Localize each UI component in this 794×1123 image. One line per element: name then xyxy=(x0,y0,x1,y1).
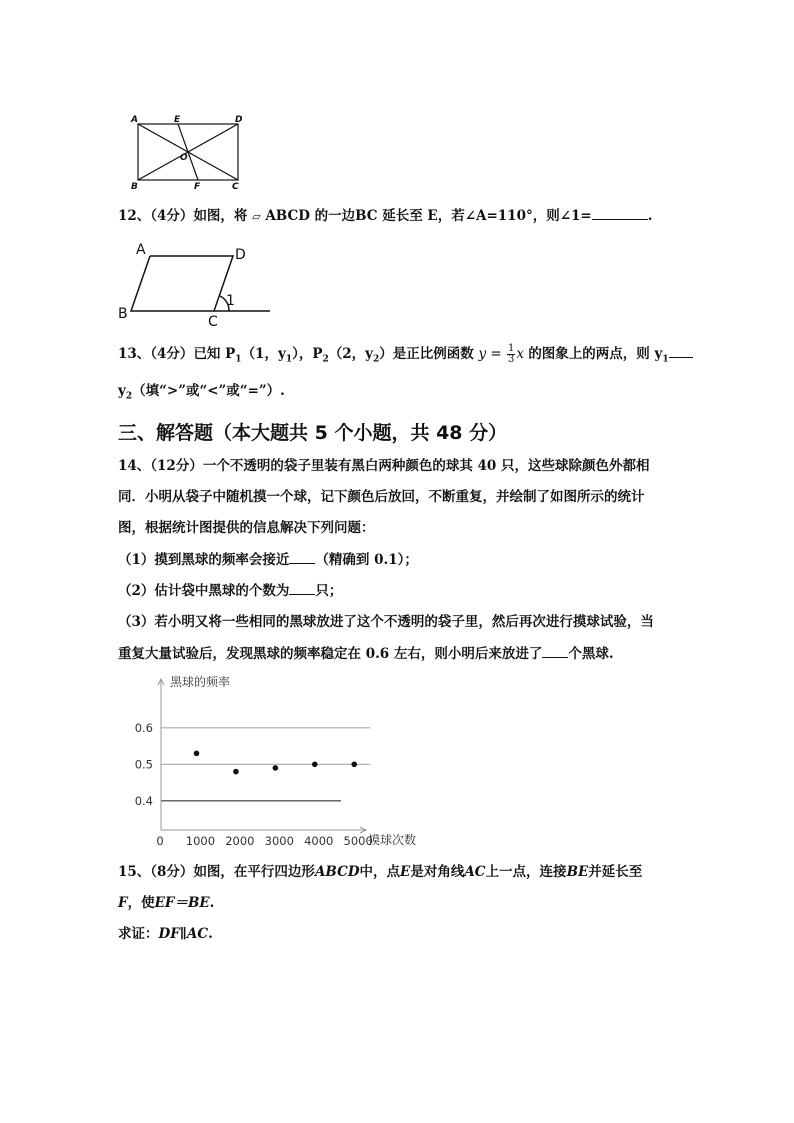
q13-line1: 13、（4分）已知 $P_1(1$，$y_1$），$P_2(2$，$y_2$）是正比例函数 y = $\frac{1}{3}$ x 的图象上的两点，则 $y_1$ xyxy=(118,344,693,370)
section-title: 三、解答题（本大题共 5 个小题，共 48 分） xyxy=(118,422,508,444)
q11-label-a: A xyxy=(131,115,138,125)
chart-x-tick-label: 0 xyxy=(156,834,164,848)
q12-label-d: D xyxy=(235,247,246,263)
q12-label-c: C xyxy=(208,314,218,330)
chart-y-axis-label: 黑球的频率 xyxy=(170,675,231,689)
parallelogram-symbol: ▱ xyxy=(252,210,261,223)
fraction-one-third: $\frac{1}{3}$ xyxy=(508,343,515,365)
q12-label-a: A xyxy=(136,242,146,258)
chart-data-point xyxy=(351,762,357,768)
q11-rectangle-figure xyxy=(128,112,248,192)
q14-sub2: （2）估计袋中黑球的个数为 只； xyxy=(118,583,343,599)
q14-sub2-blank[interactable] xyxy=(289,581,315,595)
q13-function: y = $\frac{1}{3}$ x xyxy=(478,343,525,365)
q13-line2: $y_2$（填“>”或“<”或“=”）. xyxy=(118,383,285,402)
chart-x-tick-label: 5000 xyxy=(343,834,373,848)
q12-text: 12、（4分）如图，将 ▱ ABCD 的一边BC 延长至 E，若∠A=110°，则∠1= . xyxy=(118,208,653,224)
q11-label-f: F xyxy=(194,182,201,192)
q12-parallelogram-figure xyxy=(112,238,282,330)
q14-line3: 图，根据统计图提供的信息解决下列问题： xyxy=(118,520,375,536)
q12-label-angle: 1 xyxy=(226,293,235,309)
q14-line1: 14、（12分）一个不透明的袋子里装有黑白两种颜色的球其 40 只，这些球除颜色外都相 xyxy=(118,458,650,474)
q14-line2: 同．小明从袋子中随机摸一个球，记下颜色后放回，不断重复，并绘制了如图所示的统计 xyxy=(118,489,645,505)
q14-sub3-line2: 重复大量试验后，发现黑球的频率稳定在 0.6 左右，则小明后来放进了 个黑球. xyxy=(118,646,614,662)
q15-number: 15、（8分） xyxy=(118,864,194,880)
q11-label-d: D xyxy=(235,115,243,125)
q14-number: 14、（12分） xyxy=(118,458,203,474)
q12-label-b: B xyxy=(118,306,128,322)
frequency-scatter-chart xyxy=(128,672,448,850)
chart-y-tick-label: 0.4 xyxy=(134,793,153,808)
chart-data-point xyxy=(194,751,200,757)
q11-label-e: E xyxy=(174,115,181,125)
chart-x-tick-label: 2000 xyxy=(225,834,255,848)
q14-sub3-blank[interactable] xyxy=(542,644,568,658)
q15-line2: F，使EF＝BE. xyxy=(118,895,215,911)
q13-answer-blank[interactable] xyxy=(669,344,693,358)
chart-y-tick-label: 0.5 xyxy=(134,757,153,772)
q14-sub1-blank[interactable] xyxy=(289,550,315,564)
chart-data-point xyxy=(312,762,318,768)
q13-number: 13、（4分） xyxy=(118,346,194,362)
q12-number: 12、（4分） xyxy=(118,208,194,224)
q12-answer-blank[interactable] xyxy=(592,206,648,220)
chart-data-point xyxy=(233,769,239,775)
q14-sub1: （1）摸到黑球的频率会接近 （精确到 0.1）； xyxy=(118,552,418,568)
chart-x-tick-label: 4000 xyxy=(304,834,334,848)
q14-sub3-line1: （3）若小明又将一些相同的黑球放进了这个不透明的袋子里，然后再次进行摸球试验，当 xyxy=(118,614,654,630)
chart-y-tick-label: 0.6 xyxy=(134,720,153,735)
chart-data-point xyxy=(273,765,279,771)
q11-label-o: O xyxy=(180,153,188,163)
q15-line3: 求证：DF∥AC. xyxy=(118,926,213,942)
chart-x-tick-label: 1000 xyxy=(185,834,216,848)
q11-label-c: C xyxy=(232,182,239,192)
chart-x-tick-label: 3000 xyxy=(264,834,294,848)
q15-line1: 15、（8分）如图，在平行四边形ABCD中，点E是对角线AC上一点，连接BE并延长至 xyxy=(118,864,643,880)
q11-label-b: B xyxy=(131,182,138,192)
chart-x-axis-label: 摸球次数 xyxy=(368,833,417,847)
